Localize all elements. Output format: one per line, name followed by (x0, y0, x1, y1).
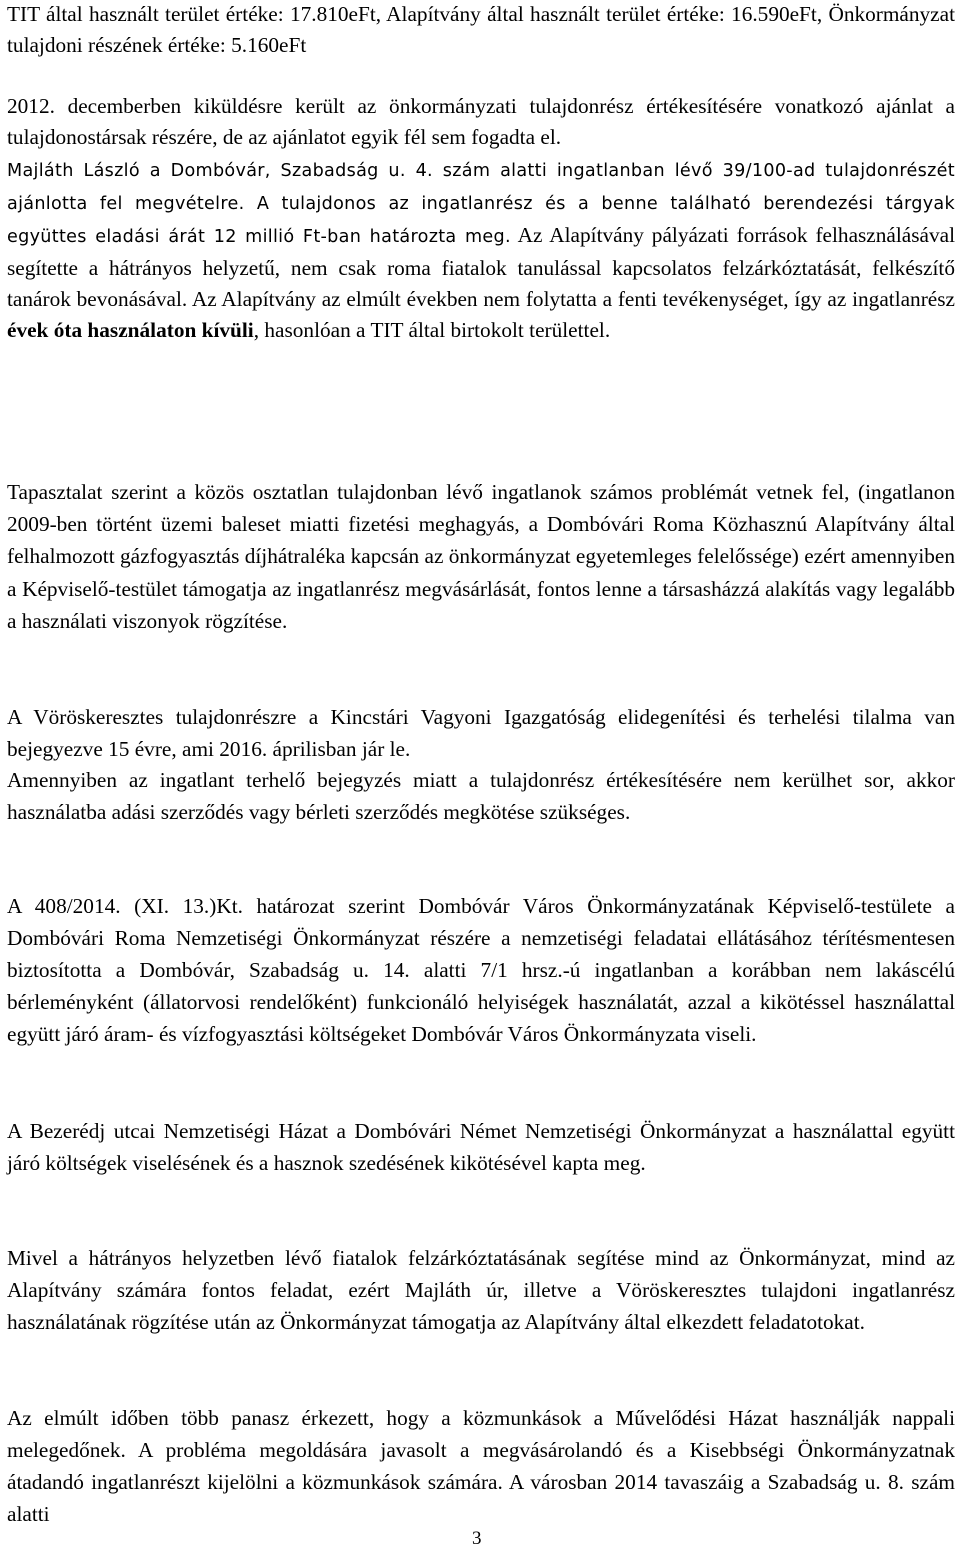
paragraph-german-house: A Bezerédj utcai Nemzetiségi Házat a Dombóvári Német Nemzetiségi Önkormányzat a használattal együtt járó költségek viselésének és a hasznok szedésének kikötésével kapta meg. (7, 1119, 955, 1175)
paragraph-resolution-408: A 408/2014. (XI. 13.)Kt. határozat szerint Dombóvár Város Önkormányzatának Képviselő-testülete a Dombóvári Roma Nemzetiségi Önkormányzat részére a nemzetiségi feladatai ellátásához térítésmentesen biztosította a Dombóvár, Szabadság u. 14. alatti 7/1 hrsz.-ú ingatlanban a korábban nem lakáscélú bérleményként (állatorvosi rendelőként) funkcionáló helyiségek használatát, azzal a kikötéssel használattal együtt járó áram- és vízfogyasztási költségeket Dombóvár Város Önkormányzata viseli. (7, 894, 955, 1046)
page-number: 3 (472, 1528, 482, 1549)
paragraph-property-values: TIT által használt terület értéke: 17.810eFt, Alapítvány által használt terület értéke: 16.590eFt, Önkormányzat tulajdoni részének értéke: 5.160eFt (7, 2, 955, 57)
paragraph-joint-ownership-problems: Tapasztalat szerint a közös osztatlan tulajdonban lévő ingatlanok számos problémát vetnek fel, (ingatlanon 2009-ben történt üzemi baleset miatti fizetési meghagyás, a Dombóvári Roma Közhasznú Alapítvány által felhalmozott gázfogyasztás díjhátraléka kapcsán az önkormányzat egyetemleges felelőssége) ezért amennyiben a Képviselő-testület támogatja az ingatlanrész megvásárlását, fontos lenne a társasházzá alakítás vagy legalább a használati viszonyok rögzítése. (7, 480, 955, 633)
majlath-offer-text: Majláth László a Dombóvár, Szabadság u. 4. szám alatti ingatlanban lévő 39/100-ad tulajdonrészét ajánlotta fel megvételre. (7, 161, 955, 214)
paragraph-majlath-offer (7, 154, 955, 346)
tit-comparison-text: , hasonlóan a TIT által birtokolt területtel. (253, 318, 611, 342)
paragraph-red-cross-restriction: A Vöröskeresztes tulajdonrészre a Kincstári Vagyoni Igazgatóság elidegenítési és terhelési tilalma van bejegyezve 15 évre, ami 2016. áprilisban jár le. (7, 705, 955, 761)
paragraph-lease-alternative: Amennyiben az ingatlant terhelő bejegyzés miatt a tulajdonrész értékesítésére nem kerülhet sor, akkor használatba adási szerződés vagy bérleti szerződés megkötése szükséges. (7, 768, 955, 824)
owner-price-text: A tulajdonos az ingatlanrész és a benne található berendezési tárgyak együttes eladási árát 12 millió Ft-ban határozta meg. (7, 194, 955, 247)
foundation-activity-text: Az Alapítvány pályázati források felhasználásával segítette a hátrányos helyzetű, nem csak roma fiatalok tanulással kapcsolatos felzárkóztatását, felkészítő tanárok bevonásával. Az Alapítvány az elmúlt években nem folytatta a fenti tevékenységet, így az ingatlanrész (7, 223, 955, 311)
paragraph-public-workers: Az elmúlt időben több panasz érkezett, hogy a közmunkások a Művelődési Házat használják nappali melegedőnek. A probléma megoldására javasolt a megvásárolandó és a Kisebbségi Önkormányzatnak átadandó ingatlanrészt kijelölni a közmunkások számára. A városban 2014 tavaszáig a Szabadság u. 8. szám alatti (7, 1406, 955, 1526)
paragraph-offer-2012: 2012. decemberben kiküldésre került az önkormányzati tulajdonrész értékesítésére vonatkozó ajánlat a tulajdonostársak részére, de az ajánlatot egyik fél sem fogadta el. (7, 94, 955, 149)
paragraph-support-foundation: Mivel a hátrányos helyzetben lévő fiatalok felzárkóztatásának segítése mind az Önkormányzat, mind az Alapítvány számára fontos feladat, ezért Majláth úr, illetve a Vöröskeresztes tulajdoni ingatlanrész használatának rögzítése után az Önkormányzat támogatja az Alapítvány által elkezdett feladatotokat. (7, 1246, 955, 1334)
unused-emphasis: évek óta használaton kívüli (7, 318, 254, 342)
